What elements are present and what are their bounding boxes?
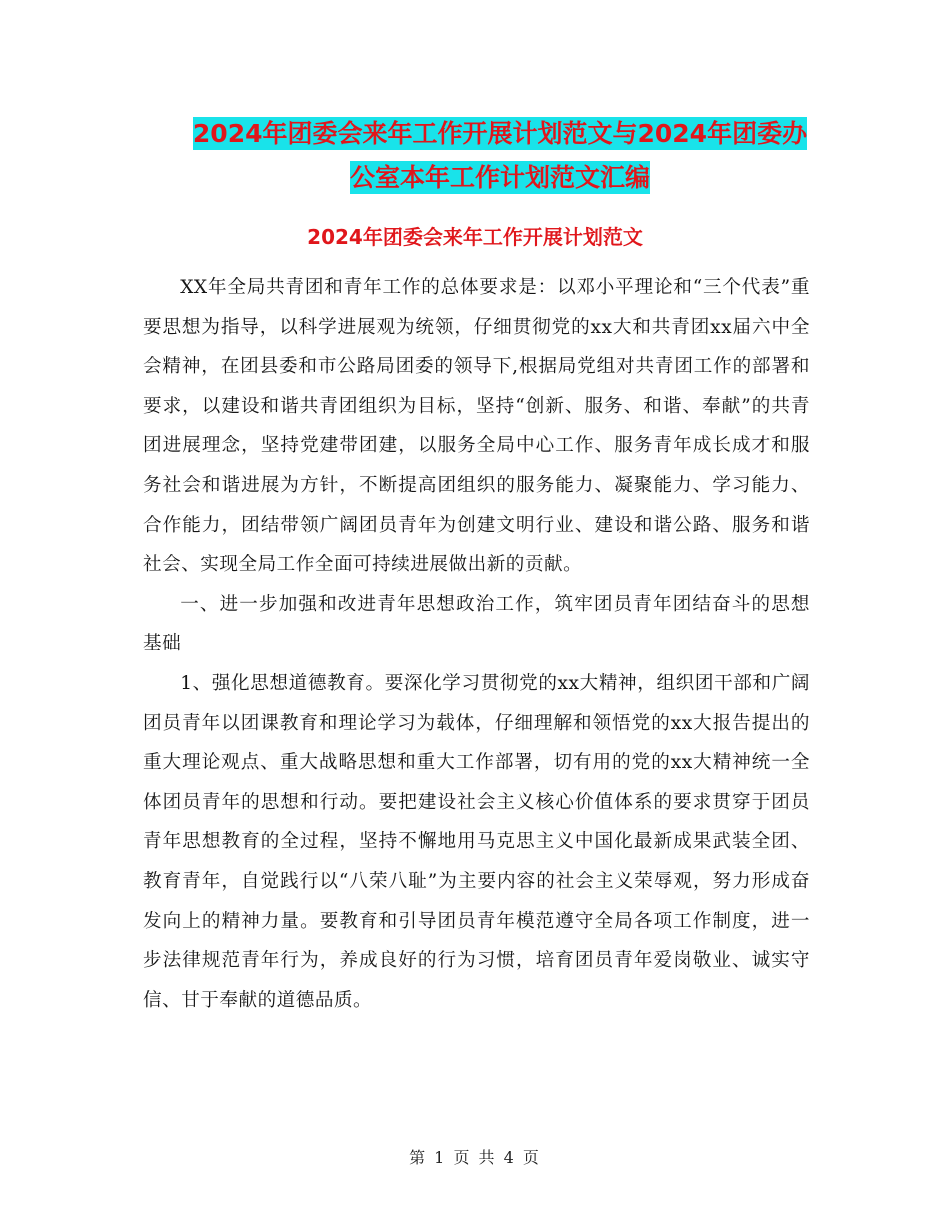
title-line-1: 2024年团委会来年工作开展计划范文与2024年团委办 — [192, 119, 808, 148]
paragraph-intro: XX年全局共青团和青年工作的总体要求是：以邓小平理论和“三个代表”重要思想为指导，以科学进展观为统领，仔细贯彻党的xx大和共青团xx届六中全会精神，在团县委和市公路局团委的领导下,根据局党组对共青团工作的部署和要求，以建设和谐共青团组织为目标，坚持“创新、服务、和谐、奉献”的共青团进展理念，坚持党建带团建，以服务全局中心工作、服务青年成长成才和服务社会和谐进展为方针，不断提高团组织的服务能力、凝聚能力、学习能力、合作能力，团结带领广阔团员青年为创建文明行业、建设和谐公路、服务和谐社会、实现全局工作全面可持续进展做出新的贡献。 — [143, 277, 810, 576]
title-line-2: 公室本年工作计划范文汇编 — [349, 163, 650, 192]
paragraph-item-1: 1、强化思想道德教育。要深化学习贯彻党的xx大精神，组织团干部和广阔团员青年以团课教育和理论学习为载体，仔细理解和领悟党的xx大报告提出的重大理论观点、重大战略思想和重大工作部署，切有用的党的xx大精神统一全体团员青年的思想和行动。要把建设社会主义核心价值体系的要求贯穿于团员青年思想教育的全过程，坚持不懈地用马克思主义中国化最新成果武装全团、教育青年，自觉践行以“八荣八耻”为主要内容的社会主义荣辱观，努力形成奋发向上的精神力量。要教育和引导团员青年模范遵守全局各项工作制度，进一步法律规范青年行为，养成良好的行为习惯，培育团员青年爱岗敬业、诚实守信、甘于奉献的道德品质。 — [143, 672, 810, 1011]
page-footer: 第 1 页 共 4 页 — [409, 1148, 541, 1167]
document-body — [143, 268, 810, 1020]
paragraph-heading-1: 一、进一步加强和改进青年思想政治工作，筑牢团员青年团结奋斗的思想基础 — [143, 593, 810, 655]
section-title: 2024年团委会来年工作开展计划范文 — [307, 225, 643, 249]
document-title — [150, 112, 850, 200]
